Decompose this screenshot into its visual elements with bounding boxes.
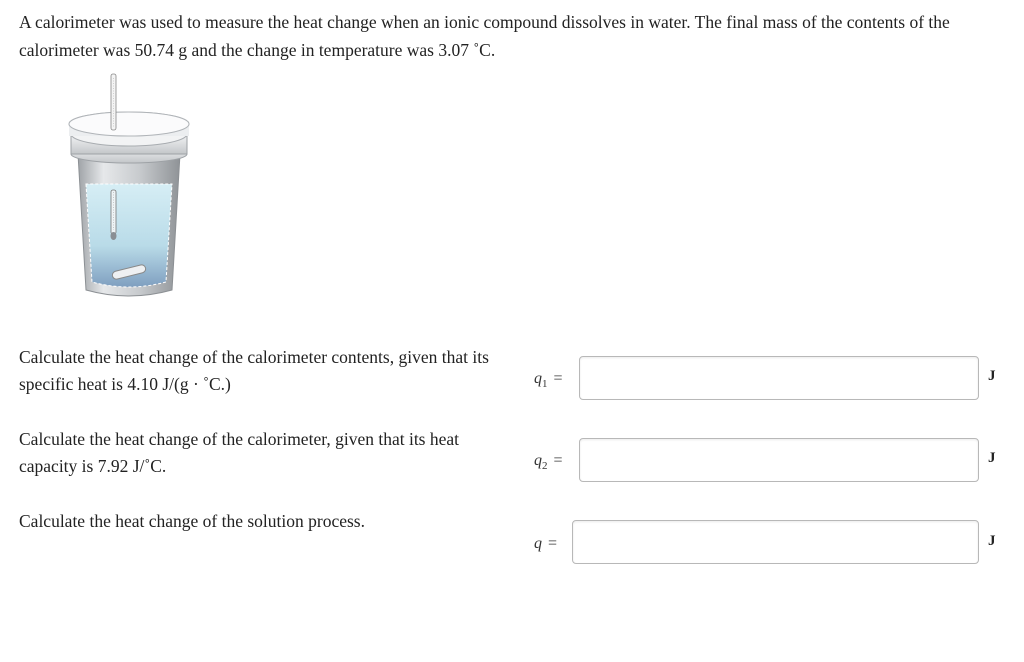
q2-answer-input[interactable] (579, 438, 979, 482)
q1-unit: J (988, 368, 996, 384)
q1-var: q (534, 370, 542, 387)
q2-label (534, 452, 563, 472)
q2-subscript: 2 (542, 460, 548, 472)
q2-unit: J (988, 450, 996, 466)
calorimeter-illustration (64, 72, 194, 304)
problem-statement: A calorimeter was used to measure the heat change when an ionic compound dissolves in water. The final mass of the contents of the calorimeter was 50.74 g and the change in temperature was 3.07 ˚C. (19, 12, 950, 60)
question-heat-solution: Calculate the heat change of the solution process. (19, 511, 365, 531)
question-heat-contents: Calculate the heat change of the calorimeter contents, given that its specific heat is 4.10 J/(g · ˚C.) (19, 347, 489, 394)
q1-subscript: 1 (542, 378, 548, 390)
q-var: q (534, 535, 542, 552)
q1-answer-input[interactable] (579, 356, 979, 400)
q1-equals: = (553, 370, 563, 387)
question-heat-calorimeter: Calculate the heat change of the calorimeter, given that its heat capacity is 7.92 J/˚C. (19, 429, 460, 476)
q1-label (534, 370, 563, 390)
q2-var: q (534, 452, 542, 469)
q-unit: J (988, 533, 996, 549)
q2-equals: = (553, 452, 563, 469)
q-equals: = (548, 535, 558, 552)
q-answer-input[interactable] (572, 520, 979, 564)
q-label (534, 535, 557, 553)
